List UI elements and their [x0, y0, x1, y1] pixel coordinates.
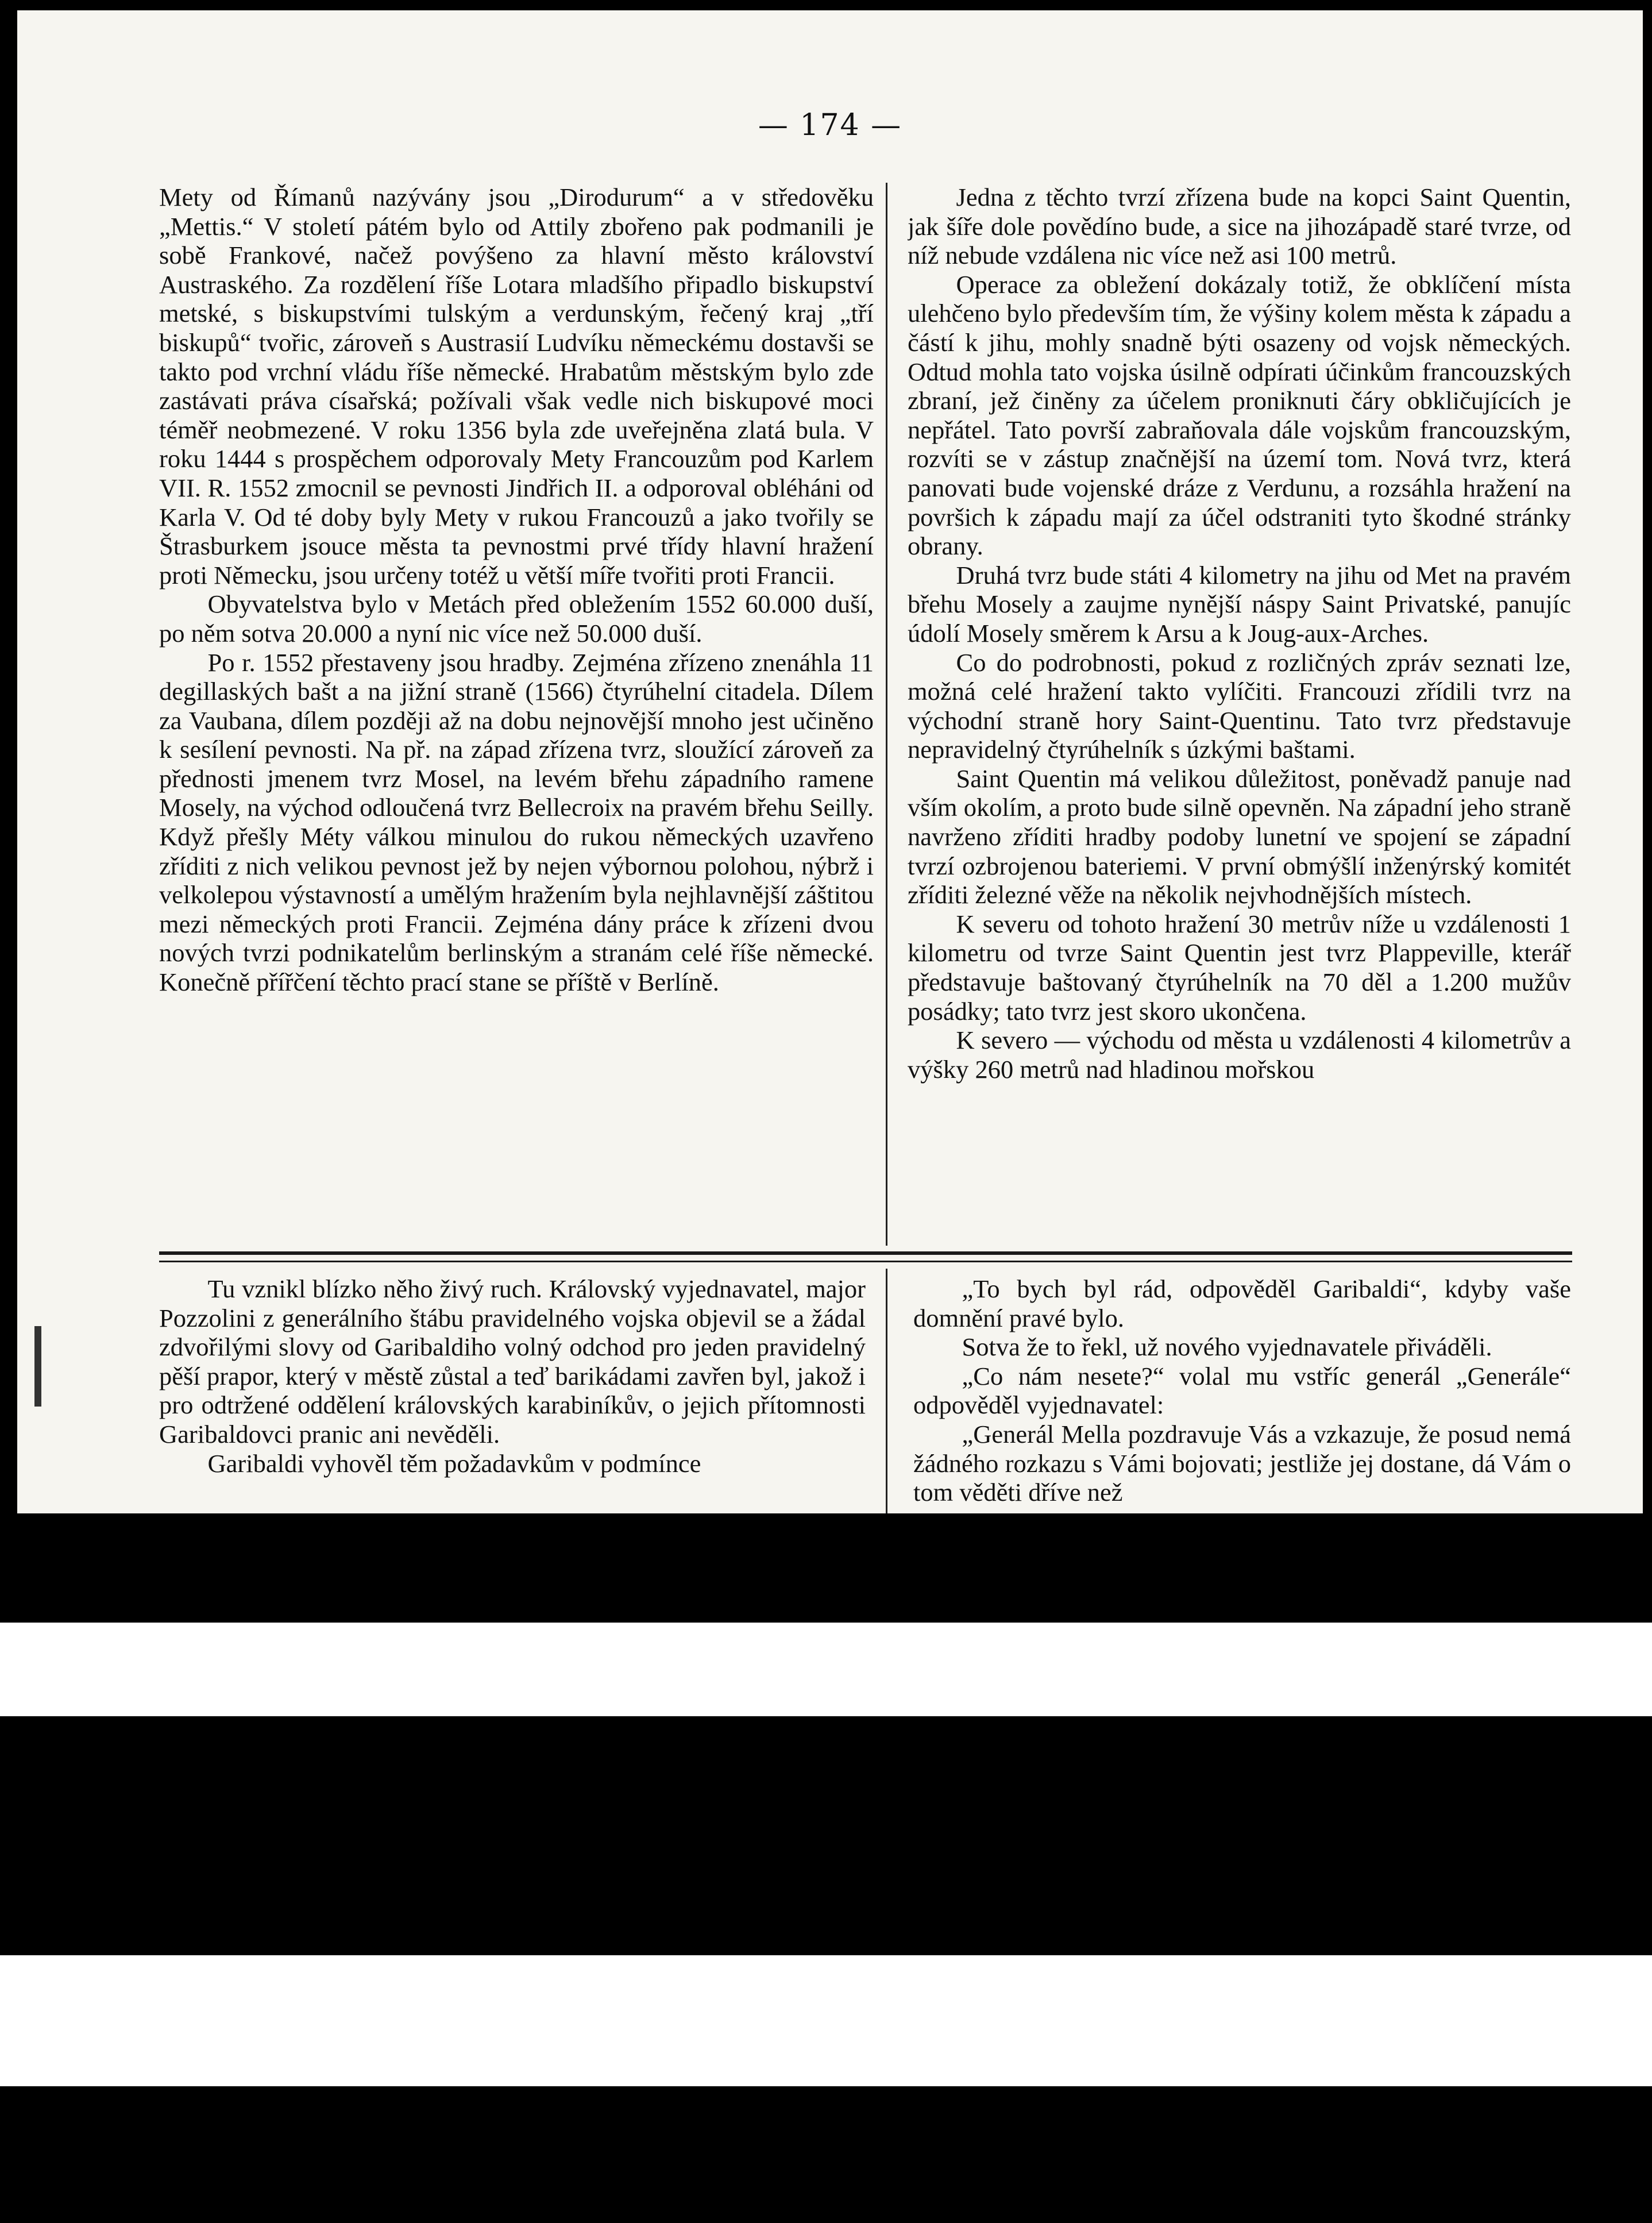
- paragraph: Co do podrobnosti, pokud z rozličných zpráv seznati lze, možná celé hražení takto vylíčiti. Francouzi zřídili tvrz na východní straně hory Saint-Quentinu. Tato tvrz představuje nepravidelný čtyrúhelník s úzkými baštami.: [908, 648, 1571, 764]
- paragraph: Po r. 1552 přestaveny jsou hradby. Zejména zřízeno znenáhla 11 degillaských bašt a na jižní straně (1566) čtyrúhelní citadela. Dílem za Vaubana, dílem později až na dobu nejnovější mnoho jest učiněno k sesílení pevnosti. Na př. na západ zřízena tvrz, sloužící zároveň za přednosti jmenem tvrz Mosel, na levém břehu západního ramene Mosely, na východ odloučená tvrz Bellecroix na pravém břehu Seilly. Když přešly Méty válkou minulou do rukou německých uzavřeno zříditi z nich velikou pevnost jež by nejen výbornou polohou, nýbrž i velkolepou výstavností a umělým hražením byla nejhlavnější záštitou mezi německých proti Francii. Zejména dány práce k zřízeni dvou nových tvrzi podnikatelům berlinským a stranám celé říše německé. Konečně přířčení těchto prací stane se příště v Berlíně.: [159, 648, 874, 997]
- bottom-left-column: [159, 1274, 866, 1513]
- paragraph: Druhá tvrz bude státi 4 kilometry na jihu od Met na pravém břehu Mosely a zaujme nynější náspy Saint Privatské, panujíc údolí Mosely směrem k Arsu a k Joug-aux-Arches.: [908, 560, 1571, 648]
- paragraph: Jedna z těchto tvrzí zřízena bude na kopci Saint Quentin, jak šíře dole povědíno bude, a sice na jihozápadě staré tvrze, od níž nebude vzdálena nic více než asi 100 metrů.: [908, 183, 1571, 270]
- black-band: [0, 1716, 1652, 1955]
- paragraph: K severu od tohoto hražení 30 metrův níže u vzdálenosti 1 kilometru od tvrze Saint Quentin jest tvrz Plappeville, kterář představuje baštovaný čtyrúhelník na 70 děl a 1.200 mužův posádky; tato tvrz jest skoro ukončena.: [908, 909, 1571, 1026]
- paragraph: „Co nám nesete?“ volal mu vstříc generál „Generále“ odpověděl vyjednavatel:: [913, 1361, 1571, 1420]
- column-divider: [886, 183, 887, 1246]
- paragraph: „To bych byl rád, odpověděl Garibaldi“, kdyby vaše domnění pravé bylo.: [913, 1274, 1571, 1332]
- top-right-column: [908, 183, 1571, 1240]
- paragraph: „Generál Mella pozdravuje Vás a vzkazuje, že posud nemá žádného rozkazu s Vámi bojovati; jestliže jej dostane, dá Vám o tom věděti dříve než: [913, 1419, 1571, 1507]
- white-band: [0, 1623, 1652, 1716]
- paragraph: K severo — východu od města u vzdálenosti 4 kilometrův a výšky 260 metrů nad hladinou mořskou: [908, 1026, 1571, 1084]
- black-band: [0, 2086, 1652, 2223]
- bottom-right-column: [913, 1274, 1571, 1513]
- column-divider: [886, 1269, 887, 1513]
- white-band: [0, 1955, 1652, 2086]
- paragraph: Tu vznikl blízko něho živý ruch. Královský vyjednavatel, major Pozzolini z generálního štábu pravidelného vojska objevil se a žádal zdvořilými slovy od Garibaldiho volný odchod pro jeden pravidelný pěší prapor, který v městě zůstal a teď barikádami zavřen byl, jakož i pro odtržené oddělení královských karabiníkův, o jejich přítomnosti Garibaldovci pranic ani nevěděli.: [159, 1274, 866, 1448]
- black-band: [0, 1513, 1652, 1623]
- paragraph: Mety od Římanů nazývány jsou „Dirodurum“ a v středověku „Mettis.“ V století pátém bylo od Attily zbořeno pak podmanili je sobě Frankové, načež povýšeno za hlavní město království Austraského. Za rozdělení říše Lotara mladšího připadlo biskupství metské, s biskupstvími tulským a verdunským, řečený kraj „tří biskupů“ tvořic, zároveň s Austrasií Ludvíku německému dostavši se takto pod vrchní vládu říše německé. Hrabatům městským bylo zde zastávati práva císařská; požívali však vedle nich biskupové moci téměř neobmezené. V roku 1356 byla zde uveřejněna zlatá bula. V roku 1444 s prospěchem odporovaly Mety Francouzům pod Karlem VII. R. 1552 zmocnil se pevnosti Jindřich II. a odporoval obléháni od Karla V. Od té doby byly Mety v rukou Francouzů a jako tvořily se Štrasburkem jsouce města ta pevnostmi prvé třídy hlavní hražení proti Německu, jsou určeny totéž u větší míře tvořiti proti Francii.: [159, 183, 874, 590]
- section-rule-thick: [159, 1251, 1572, 1255]
- paragraph: Obyvatelstva bylo v Metách před obležením 1552 60.000 duší, po něm sotva 20.000 a nyní nic více než 50.000 duší.: [159, 590, 874, 648]
- scan-border-right: [1643, 0, 1652, 1513]
- paragraph: Operace za obležení dokázaly totiž, že obklíčení místa ulehčeno bylo především tím, že výšiny kolem města k západu a částí k jihu, mohly snadně býti osazeny od vojsk německých. Odtud mohla tato vojska úsilně odpírati účinkům francouzských zbraní, jež činěny za účelem proniknuti čáry obkličujících je nepřátel. Tato površí zabraňovala dále vojskům francouzským, rozvíti se v zástup značnější na území tom. Nová tvrz, která panovati bude vojenské dráze z Verdunu, a rozsáhla hražení na površich k západu mají za účel odstraniti tyto škodné stránky obrany.: [908, 269, 1571, 561]
- binding-shadow: [34, 1326, 41, 1407]
- scan-border-left: [0, 0, 17, 1513]
- page-sheet: [17, 10, 1643, 1513]
- paragraph: Sotva že to řekl, už nového vyjednavatele přiváděli.: [962, 1332, 1492, 1362]
- page-number: — 174 —: [758, 108, 902, 142]
- paragraph: Saint Quentin má velikou důležitost, poněvadž panuje nad vším okolím, a proto bude silně opevněn. Na západní jeho straně navrženo zříditi hradby podoby lunetní ve spojení se západní tvrzí ozbrojenou bateriemi. V první obmýšlí inženýrský komitét zříditi železné věže na několik nejvhodnějších místech.: [908, 764, 1571, 910]
- scan-border-top: [0, 0, 1652, 10]
- section-rule-thin: [159, 1261, 1572, 1262]
- paragraph: Garibaldi vyhověl těm požadavkům v podmínce: [207, 1448, 701, 1478]
- top-left-column: [159, 183, 874, 1240]
